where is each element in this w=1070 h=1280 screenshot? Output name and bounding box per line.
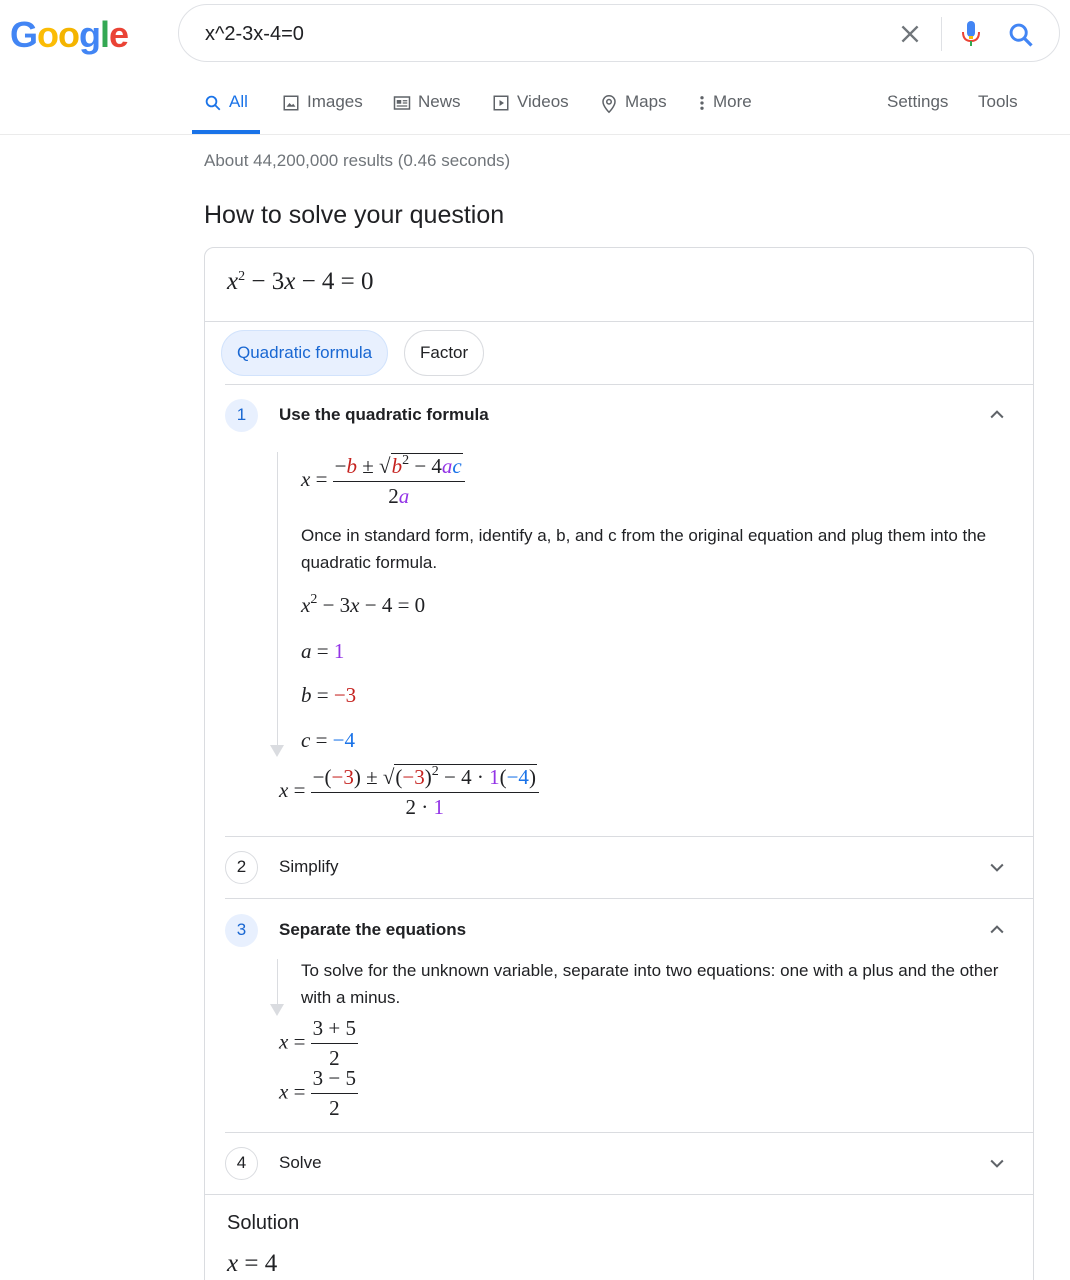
chevron-up-icon[interactable] <box>987 920 1007 940</box>
method-chip-quadratic[interactable]: Quadratic formula <box>221 330 388 376</box>
denominator: 2 <box>329 1096 340 1120</box>
section-heading: How to solve your question <box>204 201 505 229</box>
search-input[interactable] <box>205 19 885 49</box>
search-divider <box>941 17 942 51</box>
search-tabs <box>0 80 1070 135</box>
arrow-down-icon <box>270 1004 284 1016</box>
tab-label: News <box>418 92 461 111</box>
step-connector <box>277 452 278 746</box>
tab-news[interactable] <box>393 92 461 134</box>
divider <box>225 836 1033 837</box>
settings-label: Settings <box>887 92 949 111</box>
tab-images[interactable] <box>282 92 363 134</box>
step-2-header[interactable] <box>225 849 1015 885</box>
divider <box>205 321 1033 322</box>
tab-label: Images <box>307 92 363 111</box>
substituted-formula: x = $\frac{-(-3) \pm √(-3)^2 - 4 \cdot 1(-4)}{2 \cdot 1}$ <box>279 764 539 820</box>
more-vert-icon <box>698 94 706 112</box>
video-icon <box>492 94 510 112</box>
c-value: −4 <box>332 728 356 752</box>
step-title: Separate the equations <box>279 920 467 939</box>
coefficient-b: b = −3 <box>301 683 357 707</box>
method-chip-factor[interactable]: Factor <box>404 330 484 376</box>
step-title: Solve <box>279 1153 322 1172</box>
step-number: 2 <box>225 851 258 884</box>
standard-form-equation: $x^2 - 3x - 4 = 0$ <box>301 592 426 617</box>
tab-label: Videos <box>517 92 569 111</box>
microphone-icon[interactable] <box>959 19 983 49</box>
map-pin-icon <box>600 94 618 114</box>
problem-equation: $x^2 - 3x - 4 = 0$ <box>227 268 374 295</box>
divider <box>205 1194 1033 1195</box>
tab-label: Maps <box>625 92 667 111</box>
tab-videos[interactable] <box>492 92 569 134</box>
minus-numerator: 3 − 5 <box>311 1066 358 1094</box>
minus-equation: x = $\frac{3 - 5}{2}$ <box>279 1066 357 1120</box>
step-number: 1 <box>225 399 258 432</box>
step-1-header[interactable] <box>225 397 1015 433</box>
step-title: Simplify <box>279 857 339 876</box>
divider <box>225 384 1033 385</box>
tools-label: Tools <box>978 92 1018 111</box>
math-solver-card <box>204 247 1034 1280</box>
search-icon[interactable] <box>1007 21 1035 49</box>
solution-label: Solution <box>227 1212 300 1234</box>
result-stats: About 44,200,000 results (0.46 seconds) <box>204 151 511 170</box>
step-1-description: Once in standard form, identify a, b, and c from the original equation and plug them into the quadratic formula. <box>301 526 987 572</box>
step-3-header[interactable] <box>225 912 1015 948</box>
chevron-down-icon[interactable] <box>987 1153 1007 1173</box>
step-title: Use the quadratic formula <box>279 405 489 424</box>
tab-label: More <box>713 92 752 111</box>
step-4-header[interactable] <box>225 1145 1015 1181</box>
step-number: 3 <box>225 914 258 947</box>
chevron-up-icon[interactable] <box>987 405 1007 425</box>
tab-all[interactable] <box>192 92 260 134</box>
search-box <box>178 4 1060 62</box>
image-icon <box>282 94 300 112</box>
step-number: 4 <box>225 1147 258 1180</box>
tab-maps[interactable] <box>600 92 667 134</box>
coefficient-a: a = 1 <box>301 639 345 663</box>
divider <box>225 1132 1033 1133</box>
plus-equation: x = $\frac{3 + 5}{2}$ <box>279 1016 357 1070</box>
solution-value: x = 4 <box>227 1250 278 1277</box>
tools-link[interactable] <box>978 92 1018 134</box>
clear-icon[interactable] <box>897 21 923 47</box>
step-connector <box>277 959 278 1004</box>
step-3-description: To solve for the unknown variable, separate into two equations: one with a plus and the other with a minus. <box>301 961 999 1007</box>
settings-link[interactable] <box>887 92 948 134</box>
arrow-down-icon <box>270 745 284 757</box>
denominator: 2 <box>329 1046 340 1070</box>
b-value: −3 <box>333 683 357 707</box>
plus-numerator: 3 + 5 <box>311 1016 358 1044</box>
news-icon <box>393 94 411 112</box>
quadratic-formula: x = $\frac{-b \pm √b^2 - 4ac}{2a}$ <box>301 453 465 509</box>
tab-more[interactable] <box>698 92 752 134</box>
divider <box>225 898 1033 899</box>
tab-label: All <box>229 92 248 111</box>
search-icon <box>204 94 222 112</box>
google-doodle-logo[interactable]: Google <box>10 14 129 55</box>
a-value: 1 <box>333 639 345 663</box>
coefficient-c: c = −4 <box>301 728 356 752</box>
chevron-down-icon[interactable] <box>987 857 1007 877</box>
